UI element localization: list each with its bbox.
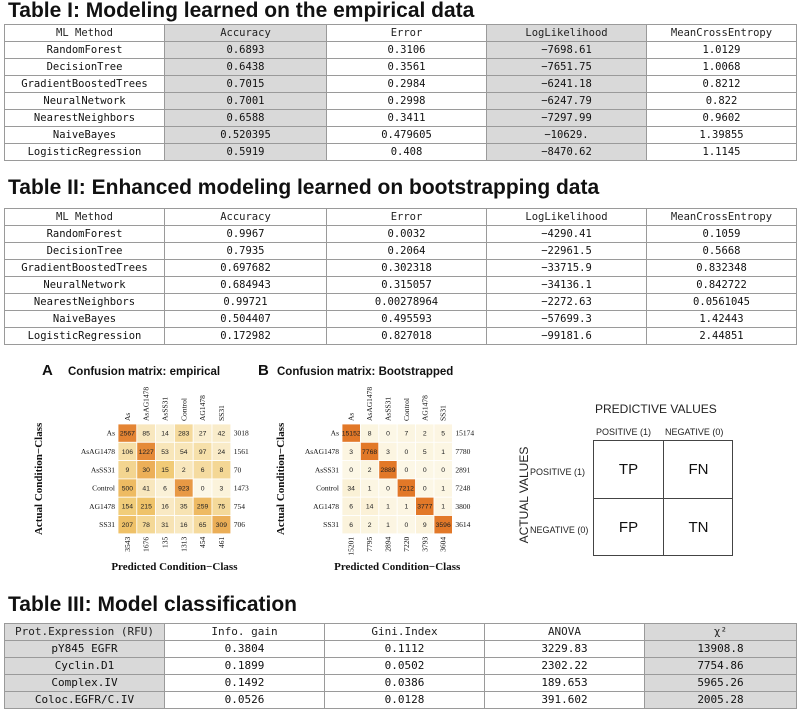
cm-col-total: 3604	[438, 536, 448, 552]
table-cell: 0.9967	[165, 226, 327, 243]
cm-col-total: 3793	[420, 536, 430, 552]
row-label: GradientBoostedTrees	[5, 76, 165, 93]
cm-cell-value: 3	[386, 448, 390, 456]
cm-col-label: AsAG1478	[141, 386, 151, 421]
row-label: Cyclin.D1	[5, 658, 165, 675]
table-cell: 0.832348	[647, 260, 797, 277]
cm-cell-value: 207	[121, 522, 134, 530]
row-label: LogisticRegression	[5, 328, 165, 345]
cm-row-label: AsSS31	[314, 465, 339, 475]
table1-title: Table I: Modeling learned on the empirical data	[8, 0, 475, 22]
cm-row-total: 2891	[455, 465, 471, 475]
row-label: RandomForest	[5, 42, 165, 59]
cm-cell-value: 0	[404, 448, 409, 456]
table-cell: −8470.62	[487, 144, 647, 161]
cm-cell-value: 42	[217, 430, 226, 438]
table-cell: 1.1145	[647, 144, 797, 161]
cm-xlabel: Predicted Condition−Class	[334, 560, 461, 573]
cm-row-label: AsAG1478	[304, 446, 339, 456]
table-cell: 0.0502	[325, 658, 485, 675]
table-cell: 0.0526	[165, 692, 325, 709]
table-cell: 0.0128	[325, 692, 485, 709]
column-header: Accuracy	[165, 209, 327, 226]
cm-cell-value: 3	[349, 448, 354, 456]
table-cell: 0.408	[327, 144, 487, 161]
cm-cell-value: 34	[347, 485, 355, 493]
cm-cell-value: 283	[178, 430, 190, 438]
cm-cell-value: 2	[422, 430, 427, 438]
cm-cell-value: 75	[217, 503, 226, 511]
cm-row-label: AG1478	[313, 501, 339, 511]
cm-cell-value: 0	[386, 485, 390, 493]
predictive-values-diagram	[500, 395, 740, 585]
cm-cell-value: 6	[349, 503, 354, 511]
cm-row-label: As	[330, 428, 339, 438]
cm-cell-value: 2	[181, 467, 186, 475]
cm-row-total: 7248	[455, 483, 471, 493]
confusion-matrix-bootstrapped	[272, 382, 502, 582]
cm-cell-value: 2567	[119, 430, 135, 438]
cm-row-total: 1561	[233, 446, 249, 456]
cm-cell-value: 0	[200, 485, 205, 493]
cm-cell-value: 30	[142, 467, 150, 475]
cm-col-label: AG1478	[420, 395, 430, 421]
table-cell: 0.3106	[327, 42, 487, 59]
cm-col-label: AsSS31	[160, 396, 170, 421]
cm-row-total: 3614	[455, 520, 471, 530]
row-label: LogisticRegression	[5, 144, 165, 161]
row-label: DecisionTree	[5, 243, 165, 260]
cm-cell-value: 3596	[435, 522, 451, 530]
cm-cell-value: 85	[142, 430, 150, 438]
table-cell: 0.00278964	[327, 294, 487, 311]
cm-cell-value: 1227	[138, 448, 154, 456]
cm-cell-value: 2	[367, 467, 372, 475]
table-cell: 0.697682	[165, 260, 327, 277]
cm-xlabel: Predicted Condition−Class	[111, 560, 238, 573]
table-cell: 0.2064	[327, 243, 487, 260]
table-cell: 7754.86	[645, 658, 797, 675]
cm-cell-value: 35	[180, 503, 188, 511]
cm-col-total: 135	[160, 536, 170, 549]
cm-cell-value: 8	[367, 430, 372, 438]
table-cell: 0.1112	[325, 641, 485, 658]
table1-header-row	[5, 25, 797, 42]
cm-row-total: 15174	[455, 428, 475, 438]
table-cell: 0.479605	[327, 127, 487, 144]
col-header-negative: NEGATIVE (0)	[665, 427, 724, 437]
table-cell: −7698.61	[487, 42, 647, 59]
column-header: ML Method	[5, 25, 165, 42]
cell-tp: TP	[618, 461, 639, 478]
table-cell: 0.7015	[165, 76, 327, 93]
pv-grid	[593, 440, 733, 556]
cm-cell-value: 9	[422, 522, 427, 530]
table-row	[5, 692, 797, 709]
table-row	[5, 641, 797, 658]
row-header-positive: POSITIVE (1)	[530, 467, 586, 477]
cm-ylabel: Actual Condition−Class	[275, 422, 287, 536]
table-cell: 0.2998	[327, 93, 487, 110]
column-header: Error	[327, 209, 487, 226]
table-row	[5, 59, 797, 76]
table-cell: −2272.63	[487, 294, 647, 311]
row-label: NaiveBayes	[5, 127, 165, 144]
table-cell: −99181.6	[487, 328, 647, 345]
row-label: NearestNeighbors	[5, 294, 165, 311]
table-cell: 0.8212	[647, 76, 797, 93]
cm-cell-value: 6	[349, 522, 354, 530]
column-header: LogLikelihood	[487, 25, 647, 42]
table-row	[5, 243, 797, 260]
table-cell: −7651.75	[487, 59, 647, 76]
table-cell: 2.44851	[647, 328, 797, 345]
cm-cell-value: 259	[196, 503, 209, 511]
row-label: DecisionTree	[5, 59, 165, 76]
column-header: MeanCrossEntropy	[647, 25, 797, 42]
table-cell: 0.9602	[647, 110, 797, 127]
table-cell: 0.1899	[165, 658, 325, 675]
cm-row-label: As	[106, 428, 115, 438]
cm-cell-value: 31	[161, 522, 169, 530]
table-cell: 0.1059	[647, 226, 797, 243]
cm-cell-value: 15152	[341, 430, 361, 438]
cm-row-total: 70	[233, 465, 242, 475]
table3-header-row	[5, 624, 797, 641]
table-cell: −57699.3	[487, 311, 647, 328]
column-header: Error	[327, 25, 487, 42]
table-row	[5, 42, 797, 59]
row-label: NearestNeighbors	[5, 110, 165, 127]
cm-cell-value: 27	[198, 430, 207, 438]
table-cell: 0.3804	[165, 641, 325, 658]
cm-cell-value: 6	[163, 485, 167, 493]
cm-cell-value: 0	[404, 467, 409, 475]
table-row	[5, 328, 797, 345]
cm-row-label: SS31	[323, 520, 339, 530]
cm-cell-value: 1	[367, 485, 372, 493]
cm-cell-value: 41	[142, 485, 150, 493]
cm-row-total: 706	[233, 520, 246, 530]
cm-row-total: 7780	[455, 446, 471, 456]
table-cell: 0.5668	[647, 243, 797, 260]
table-cell: 2302.22	[485, 658, 645, 675]
table-row	[5, 226, 797, 243]
cm-cell-value: 0	[349, 467, 354, 475]
table-cell: 0.520395	[165, 127, 327, 144]
table-cell: 0.0032	[327, 226, 487, 243]
row-label: Coloc.EGFR/C.IV	[5, 692, 165, 709]
column-header: Prot.Expression (RFU)	[5, 624, 165, 641]
table-cell: 0.7001	[165, 93, 327, 110]
cm-row-total: 754	[233, 501, 246, 511]
table-cell: 0.822	[647, 93, 797, 110]
cm-cell-value: 53	[161, 448, 169, 456]
table-row	[5, 144, 797, 161]
cm-cell-value: 1	[404, 503, 409, 511]
cm-col-total: 461	[216, 536, 226, 549]
table2	[4, 208, 797, 345]
confusion-matrix-empirical	[30, 382, 260, 597]
cm-cell-value: 7	[404, 430, 409, 438]
table-cell: 1.42443	[647, 311, 797, 328]
cell-fn: FN	[688, 461, 709, 478]
actual-values-label: ACTUAL VALUES	[517, 446, 531, 544]
panel-b-title: Confusion matrix: Bootstrapped	[277, 366, 454, 378]
row-label: GradientBoostedTrees	[5, 260, 165, 277]
table-row	[5, 277, 797, 294]
cm-col-label: AG1478	[198, 395, 208, 421]
cm-cell-value: 2	[367, 522, 372, 530]
table-cell: 0.0561045	[647, 294, 797, 311]
cm-cell-value: 154	[121, 503, 134, 511]
table3-title: Table III: Model classification	[8, 593, 298, 616]
cm-cell-value: 14	[161, 430, 169, 438]
table-cell: 0.1492	[165, 675, 325, 692]
table-cell: 2005.28	[645, 692, 797, 709]
table-row	[5, 93, 797, 110]
cm-ylabel: Actual Condition−Class	[33, 422, 45, 536]
column-header: ML Method	[5, 209, 165, 226]
table-row	[5, 311, 797, 328]
panel-b-label: B	[258, 362, 269, 379]
cm-cell-value: 8	[219, 467, 224, 475]
table-row	[5, 127, 797, 144]
table-cell: 0.842722	[647, 277, 797, 294]
cm-cell-value: 0	[422, 467, 427, 475]
cm-cell-value: 309	[215, 522, 228, 530]
cm-col-label: SS31	[438, 405, 448, 421]
row-label: Complex.IV	[5, 675, 165, 692]
table-cell: 0.7935	[165, 243, 327, 260]
cm-col-total: 1676	[141, 536, 151, 552]
cm-cell-value: 106	[121, 448, 134, 456]
table2-title: Table II: Enhanced modeling learned on bootstrapping data	[8, 176, 600, 199]
table1	[4, 24, 797, 161]
cm-row-total: 1473	[233, 483, 249, 493]
cm-cell-value: 65	[198, 522, 207, 530]
cm-cell-value: 1	[441, 448, 446, 456]
table-cell: 3229.83	[485, 641, 645, 658]
predictive-values-title: PREDICTIVE VALUES	[595, 402, 717, 416]
cm-col-total: 7795	[365, 536, 375, 552]
column-header: MeanCrossEntropy	[647, 209, 797, 226]
cm-cell-value: 500	[121, 485, 134, 493]
row-label: RandomForest	[5, 226, 165, 243]
table-cell: 0.3411	[327, 110, 487, 127]
cm-col-label: AsAG1478	[365, 386, 375, 421]
table-cell: 0.6438	[165, 59, 327, 76]
table-cell: 0.684943	[165, 277, 327, 294]
table-cell: −22961.5	[487, 243, 647, 260]
cm-col-label: As	[122, 412, 132, 421]
cm-cell-value: 6	[200, 467, 205, 475]
cm-row-label: AsSS31	[90, 465, 115, 475]
row-label: pY845 EGFR	[5, 641, 165, 658]
cm-row-label: AG1478	[89, 501, 115, 511]
table-cell: 1.0068	[647, 59, 797, 76]
cm-cell-value: 78	[142, 522, 150, 530]
cm-row-label: Control	[92, 483, 115, 493]
table-cell: 391.602	[485, 692, 645, 709]
table-cell: 0.6893	[165, 42, 327, 59]
table-cell: −6247.79	[487, 93, 647, 110]
cm-cell-value: 7768	[362, 448, 378, 456]
column-header: χ²	[645, 624, 797, 641]
cm-cell-value: 7212	[398, 485, 414, 493]
table-cell: −10629.	[487, 127, 647, 144]
cm-cell-value: 1	[441, 485, 446, 493]
table-cell: −7297.99	[487, 110, 647, 127]
cm-cell-value: 54	[180, 448, 188, 456]
cell-tn: TN	[688, 519, 709, 536]
cm-cell-value: 215	[140, 503, 152, 511]
table3	[4, 623, 797, 709]
table-row	[5, 658, 797, 675]
table-cell: 5965.26	[645, 675, 797, 692]
cm-cell-value: 1	[386, 503, 390, 511]
row-label: NeuralNetwork	[5, 277, 165, 294]
table-cell: −4290.41	[487, 226, 647, 243]
cm-row-label: Control	[316, 483, 339, 493]
cm-cell-value: 1	[441, 503, 446, 511]
table-row	[5, 294, 797, 311]
cm-cell-value: 5	[441, 430, 446, 438]
table-row	[5, 675, 797, 692]
table-cell: 13908.8	[645, 641, 797, 658]
table-cell: 0.172982	[165, 328, 327, 345]
column-header: LogLikelihood	[487, 209, 647, 226]
table-cell: −34136.1	[487, 277, 647, 294]
cm-cell-value: 5	[422, 448, 427, 456]
cm-col-total: 454	[198, 536, 208, 549]
col-header-positive: POSITIVE (1)	[596, 427, 652, 437]
cm-cell-value: 3	[219, 485, 224, 493]
cm-cell-value: 15	[161, 467, 169, 475]
table-cell: 0.3561	[327, 59, 487, 76]
cm-cell-value: 0	[386, 430, 390, 438]
table-cell: 0.2984	[327, 76, 487, 93]
table-row	[5, 76, 797, 93]
column-header: Gini.Index	[325, 624, 485, 641]
table-cell: 0.827018	[327, 328, 487, 345]
cm-cell-value: 9	[125, 467, 130, 475]
table-cell: 0.315057	[327, 277, 487, 294]
row-header-negative: NEGATIVE (0)	[530, 525, 589, 535]
cm-row-label: AsAG1478	[80, 446, 115, 456]
row-label: NaiveBayes	[5, 311, 165, 328]
table-cell: 1.0129	[647, 42, 797, 59]
cm-col-label: SS31	[216, 405, 226, 421]
row-label: NeuralNetwork	[5, 93, 165, 110]
cm-col-label: Control	[401, 398, 411, 421]
table-cell: 0.495593	[327, 311, 487, 328]
cm-cell-value: 97	[198, 448, 207, 456]
column-header: Info. gain	[165, 624, 325, 641]
cm-col-total: 7220	[401, 536, 411, 552]
cm-col-label: AsSS31	[383, 396, 393, 421]
cm-cell-value: 923	[178, 485, 190, 493]
table-row	[5, 110, 797, 127]
cm-cell-value: 14	[365, 503, 374, 511]
table-cell: 0.5919	[165, 144, 327, 161]
cm-col-total: 3543	[122, 536, 132, 552]
table-cell: 189.653	[485, 675, 645, 692]
cm-cell-value: 0	[422, 485, 427, 493]
cm-col-total: 2894	[383, 536, 393, 552]
column-header: ANOVA	[485, 624, 645, 641]
cm-cell-value: 3777	[417, 503, 433, 511]
cm-cell-value: 0	[404, 522, 409, 530]
table-cell: 0.6588	[165, 110, 327, 127]
panel-a-title: Confusion matrix: empirical	[68, 366, 221, 378]
cm-row-total: 3800	[455, 501, 471, 511]
column-header: Accuracy	[165, 25, 327, 42]
cm-row-total: 3018	[233, 428, 249, 438]
cm-cell-value: 24	[217, 448, 226, 456]
cm-col-label: As	[346, 412, 356, 421]
table-cell: 0.302318	[327, 260, 487, 277]
panel-a-label: A	[42, 362, 53, 379]
cm-cell-value: 1	[386, 522, 390, 530]
cm-row-label: SS31	[99, 520, 115, 530]
cell-fp: FP	[618, 519, 639, 536]
cm-cell-value: 2889	[380, 467, 396, 475]
cm-cell-value: 16	[161, 503, 169, 511]
table2-header-row	[5, 209, 797, 226]
cm-cell-value: 0	[441, 467, 446, 475]
cm-col-total: 1313	[179, 536, 189, 552]
cm-cell-value: 16	[180, 522, 188, 530]
cm-col-total: 15201	[346, 536, 356, 556]
cm-col-label: Control	[179, 398, 189, 421]
table-cell: −6241.18	[487, 76, 647, 93]
table-cell: 0.504407	[165, 311, 327, 328]
table-cell: 0.0386	[325, 675, 485, 692]
table-cell: 1.39855	[647, 127, 797, 144]
table-cell: −33715.9	[487, 260, 647, 277]
table-row	[5, 260, 797, 277]
table-cell: 0.99721	[165, 294, 327, 311]
